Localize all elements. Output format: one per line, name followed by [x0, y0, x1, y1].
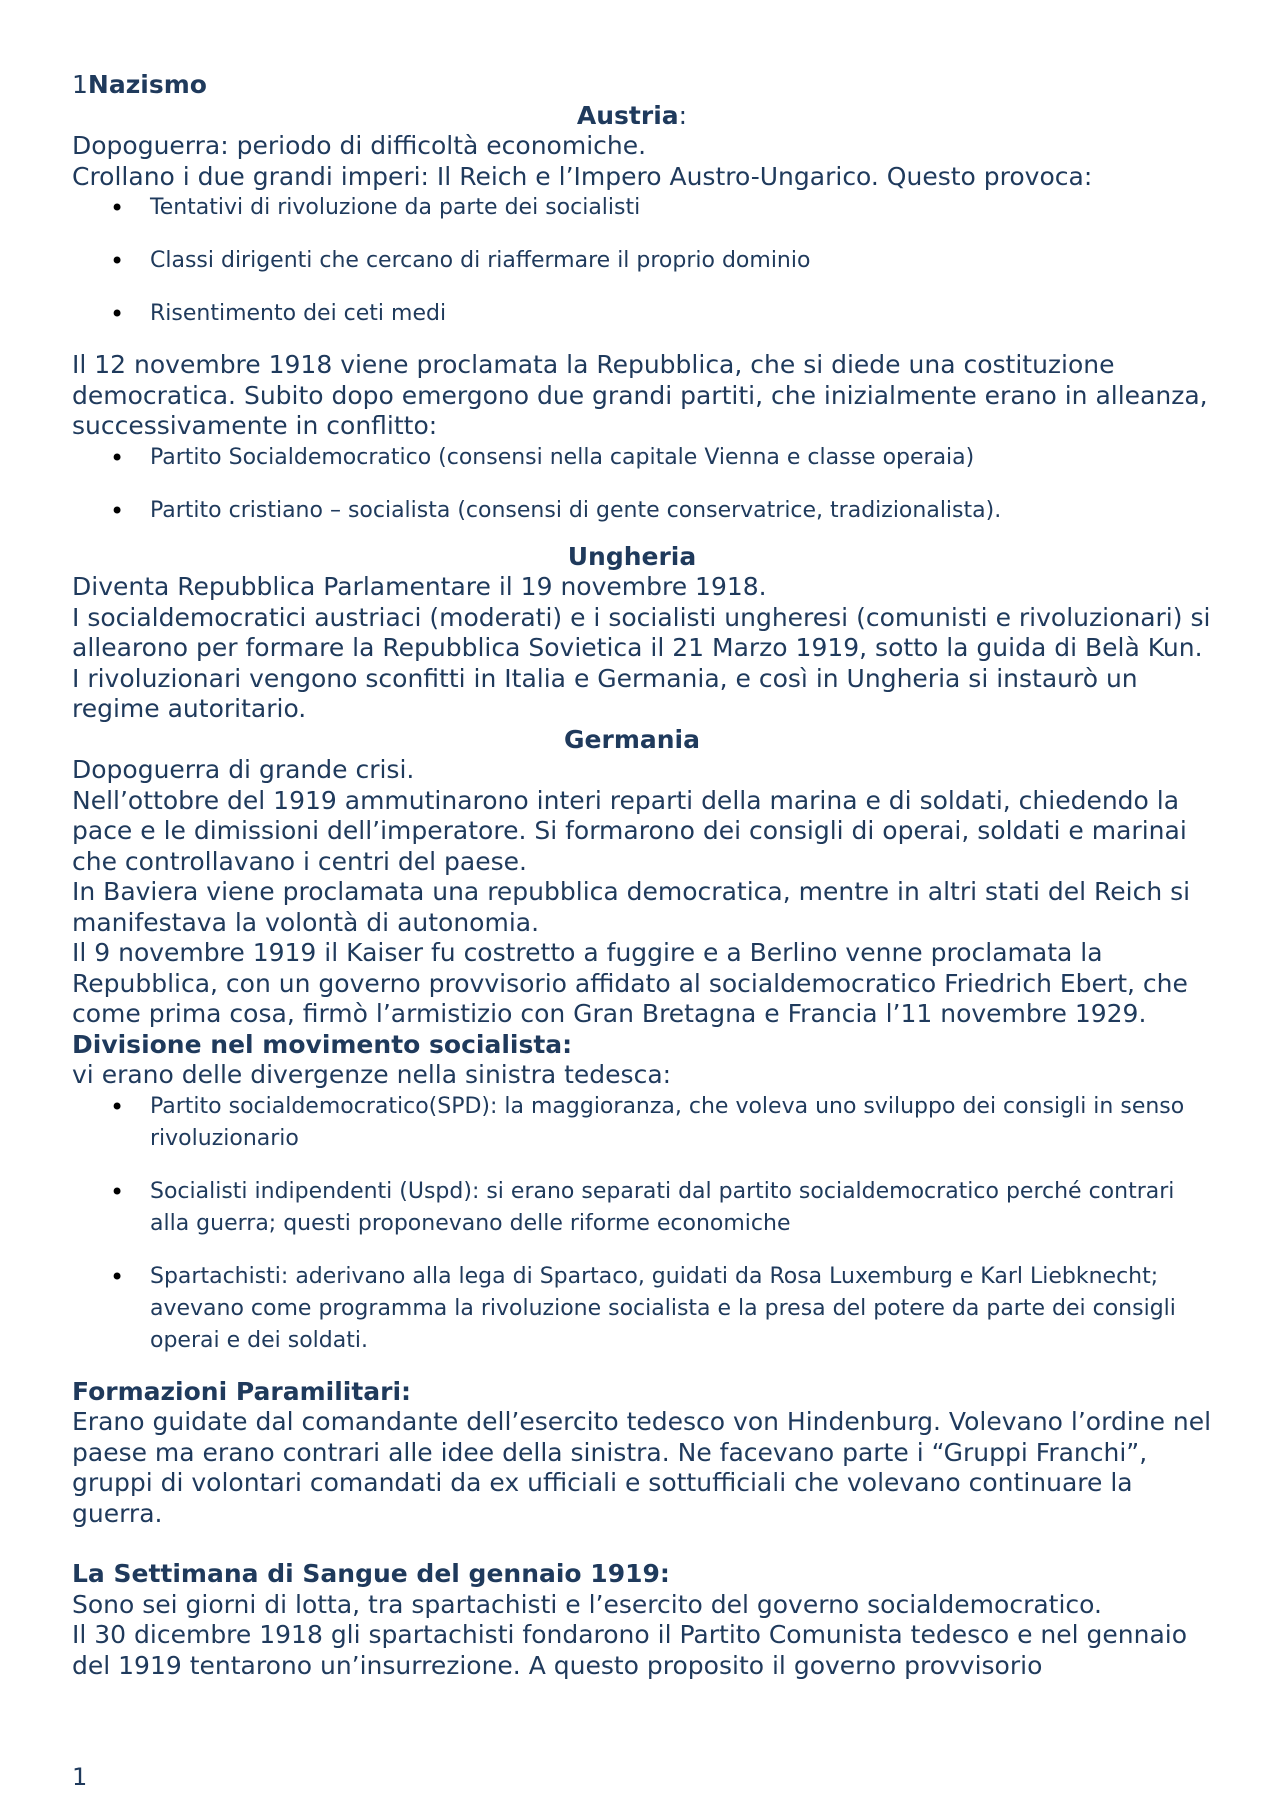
paragraph: Dopoguerra: periodo di difficoltà economiche.	[72, 131, 647, 160]
paragraph: Sono sei giorni di lotta, tra spartachisti e l’esercito del governo socialdemocratico.	[72, 1589, 1102, 1619]
paragraph: Il 9 novembre 1919 il Kaiser fu costretto a fuggire e a Berlino venne proclamata la Repubblica, con un governo provvisorio affidato al socialdemocratico Friedrich Ebert, che come prima cosa, firmò l’armistizio con Gran Bretagna e Francia l’11 novembre 1929.	[72, 938, 1188, 1028]
document-body	[72, 70, 1212, 1681]
section-heading-settimana: La Settimana di Sangue del gennaio 1919:	[72, 1559, 670, 1588]
paragraph: Nell’ottobre del 1919 ammutinarono interi reparti della marina e di soldati, chiedendo la pace e le dimissioni dell’imperatore. Si formarono dei consigli di operai, soldati e marinai che controllavano i centri del paese.	[72, 785, 1187, 876]
list-item: • Partito socialdemocratico(SPD): la maggioranza, che voleva uno sviluppo dei consigli in senso rivoluzionario	[150, 1091, 1212, 1155]
paragraph: Crollano i due grandi imperi: Il Reich e l’Impero Austro-Ungarico. Questo provoca:	[72, 161, 1093, 191]
list-item: • Tentativi di rivoluzione da parte dei socialisti	[150, 192, 1212, 224]
bullet-list	[72, 442, 1212, 527]
list-item: • Classi dirigenti che cercano di riaffermare il proprio dominio	[150, 245, 1212, 277]
paragraph: Il 30 dicembre 1918 gli spartachisti fondarono il Partito Comunista tedesco e nel gennaio del 1919 tentarono un’insurrezione. A questo proposito il governo provvisorio	[72, 1620, 1188, 1680]
list-item: • Spartachisti: aderivano alla lega di Spartaco, guidati da Rosa Luxemburg e Karl Liebknecht; avevano come programma la rivoluzione socialista e la presa del potere da parte dei consigli operai e dei soldati.	[150, 1261, 1212, 1357]
title-text: Nazismo	[87, 70, 207, 99]
bullet-list	[72, 192, 1212, 330]
paragraph: Dopoguerra di grande crisi.	[72, 755, 415, 784]
list-item: • Risentimento dei ceti medi	[150, 298, 1212, 330]
section-heading-formazioni: Formazioni Paramilitari:	[72, 1376, 412, 1406]
paragraph: Il 12 novembre 1918 viene proclamata la Repubblica, che si diede una costituzione democratica. Subito dopo emergono due grandi partiti, che inizialmente erano in alleanza, successivamente in conflitto:	[72, 350, 1208, 440]
section-heading-germania: Germania	[564, 724, 700, 754]
paragraph: Erano guidate dal comandante dell’esercito tedesco von Hindenburg. Volevano l’ordine nel paese ma erano contrari alle idee della sinistra. Ne facevano parte i “Gruppi Franchi”, gruppi di volontari comandati da ex ufficiali e sottufficiali che volevano continuare la guerra.	[72, 1407, 1212, 1528]
section-heading-divisione: Divisione nel movimento socialista:	[72, 1029, 573, 1059]
bullet-list	[72, 1091, 1212, 1357]
section-heading-ungheria: Ungheria	[567, 541, 697, 571]
title-number: 1	[72, 70, 88, 99]
paragraph: Diventa Repubblica Parlamentare il 19 novembre 1918.	[72, 572, 767, 601]
section-heading-austria: Austria:	[576, 100, 688, 130]
list-item: • Socialisti indipendenti (Uspd): si erano separati dal partito socialdemocratico perché contrari alla guerra; questi proponevano delle riforme economiche	[150, 1176, 1212, 1240]
paragraph: I socialdemocratici austriaci (moderati) e i socialisti ungheresi (comunisti e rivoluzionari) si allearono per formare la Repubblica Sovietica il 21 Marzo 1919, sotto la guida di Belà Kun. I rivoluzionari vengono sconfitti in Italia e Germania, e così in Ungheria si instaurò un regime autoritario.	[72, 602, 1211, 723]
list-item: • Partito Socialdemocratico (consensi nella capitale Vienna e classe operaia)	[150, 442, 1212, 474]
paragraph: In Baviera viene proclamata una repubblica democratica, mentre in altri stati del Reich si manifestava la volontà di autonomia.	[72, 877, 1191, 937]
page-number: 1	[72, 1763, 88, 1791]
document-title	[72, 70, 1212, 101]
paragraph: vi erano delle divergenze nella sinistra tedesca:	[72, 1060, 672, 1089]
list-item: • Partito cristiano – socialista (consensi di gente conservatrice, tradizionalista).	[150, 495, 1212, 527]
